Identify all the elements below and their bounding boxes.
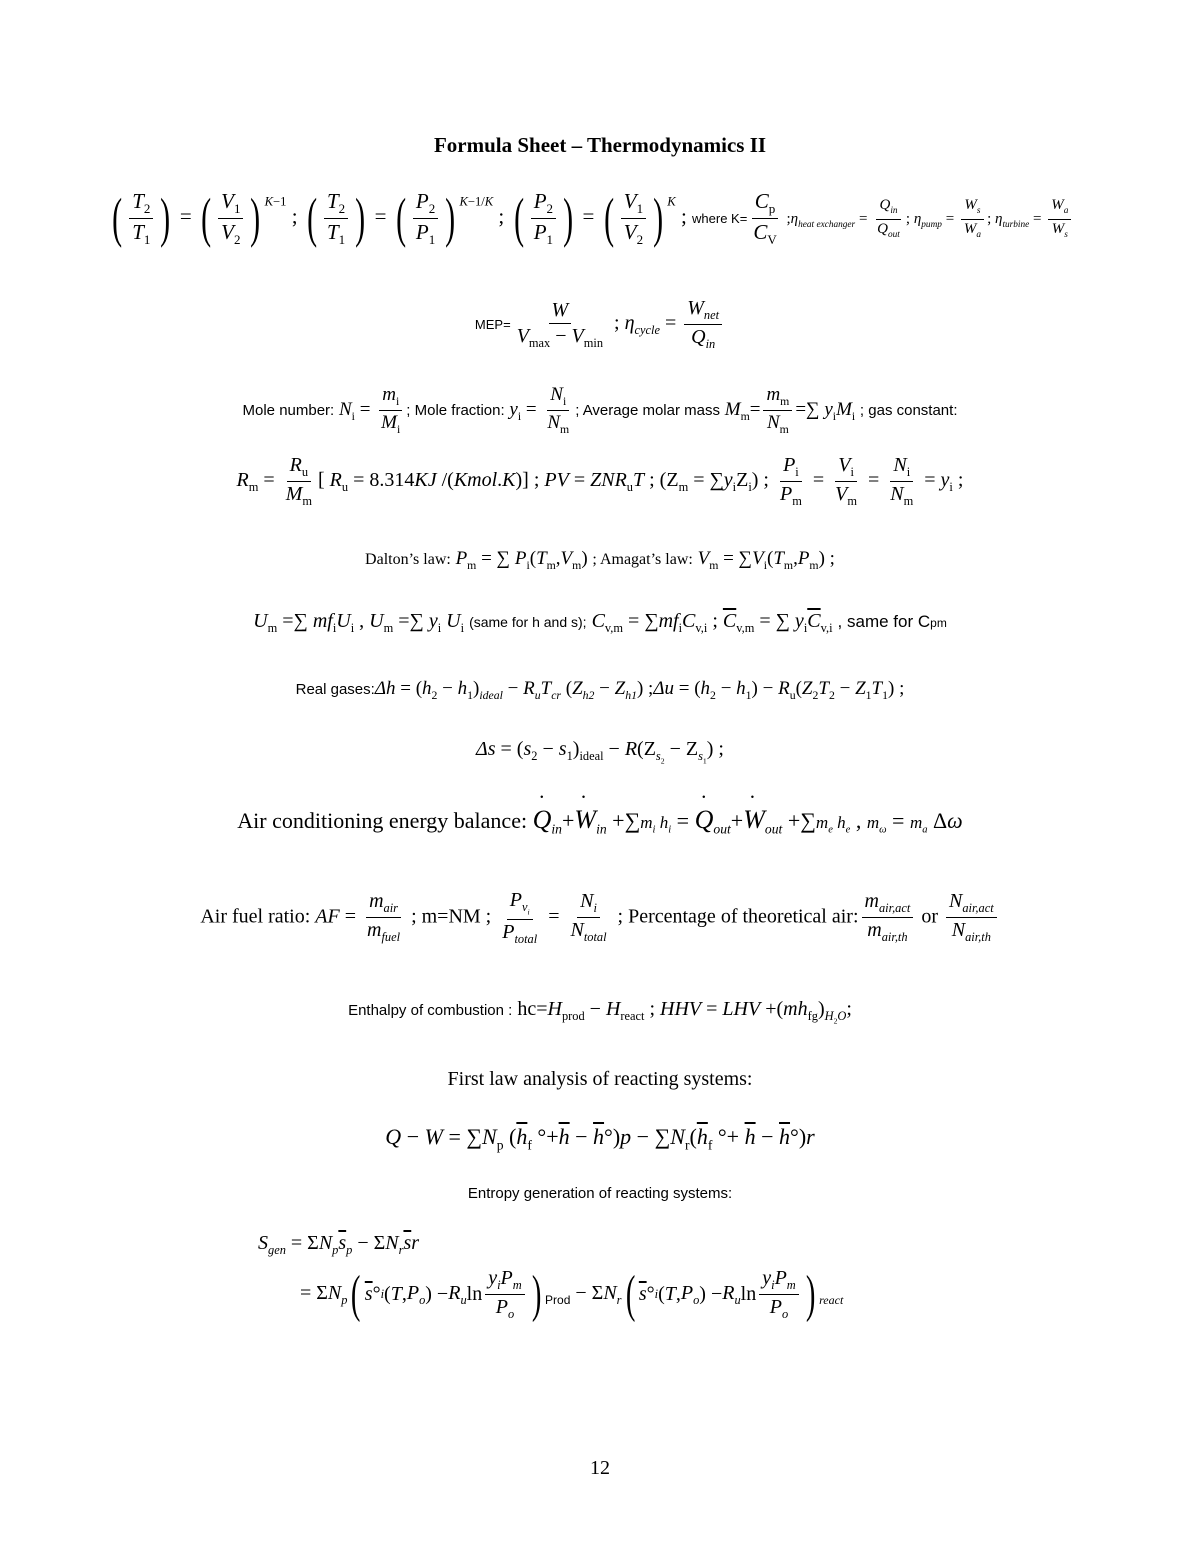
- formula-isentropic-relations: ( $\frac{T_2}{T_1}$ ) = ( $\frac{V_1}{V_2}$ ) $^{K-1}$ ; ( $\frac{T_2}{T_1}$ ) = ( $\frac{P_2}{P_1}$ ) $^{K-1/K}$ ; ( $\frac{P_2}{P_1}$ ) = ( $\frac{V_1}{V_2}$ ) $^K$ ; where K= $\frac{C_p}{C_V}$ $;\eta_{heat exchanger}$ = $\frac{Q_{in}}{Q_{out}}$ ; $\eta_{pump}$ = $\frac{W_s}{W_a}$ ; $\eta_{turbine}$ = $\frac{W_a}{W_s}$: [108, 190, 1108, 247]
- label-where-k: where K=: [692, 211, 748, 227]
- formula-air-conditioning: Air conditioning energy balance: · $Q_{in}+\cdot W_{in} +\sum m_i$ $h_i$ = · $Q_{out}+\cdot W_{out} +\sum m_e$ $h_e$ , $m_\omega = m_a$ Δω: [0, 805, 1200, 837]
- formula-real-gases: Real gases:Δh = $(h_2 - h_1)_{ideal} - R_uT_{cr}$ $(Z_{h2} - Z_{h1})$ ;Δu = $(h_2 - h_1) - R_u(Z_2T_2 - Z_1T_1)$ ;: [295, 678, 905, 702]
- formula-mep: MEP= $\frac{W}{V_{max} - V_{min}}$ ; $\eta_{cycle}$ = $\frac{W_{net}}{Q_{in}}$: [0, 298, 1200, 351]
- page-number: 12: [590, 1457, 610, 1479]
- formula-entropy-generation-expanded: = $\Sigma N_p$ ( $\overline{s}$ ° i ( T , $P_o$ ) − $R_u$ ln $\frac{y_iP_m}{P_o}$ ) $_{Prod} - \Sigma N_r$ ( $\overline{s}$ ° i ( T , $P_o$ ) − $R_u$ ln $\frac{y_iP_m}{P_o}$ ) $_{react}$: [300, 1265, 844, 1323]
- heading-entropy-generation: Entropy generation of reacting systems:: [467, 1185, 733, 1202]
- page-title: Formula Sheet – Thermodynamics II: [433, 133, 767, 157]
- heading-first-law: First law analysis of reacting systems:: [447, 1068, 753, 1090]
- formula-mole-number: Mole number: $N_i$ = $\frac{m_i}{M_i}$ ; Mole fraction: $y_i$ = $\frac{N_i}{N_m}$ ; Average molar mass $M_m=$ $\frac{m_m}{N_m}$ =∑ $y_iM_i$ ; gas constant:: [242, 384, 958, 436]
- formula-entropy-generation: $S_{gen} = \Sigma N_p\overline{s}_p - \Sigma N_r\overline{s}r$: [258, 1232, 420, 1257]
- formula-air-fuel-ratio: Air fuel ratio: AF = $\frac{m_{air}}{m_{fuel}}$ ; m=NM ; $\frac{P_{v_i}}{P_{total}}$ = $\frac{N_i}{N_{total}}$ ; Percentage of theoretical air: $\frac{m_{air,act}}{m_{air,th}}$ or $\frac{N_{air,act}}{N_{air,th}}$: [0, 890, 1200, 946]
- formula-first-law: $Q - W = \sum N_p$ ($\overline{h}_f$ $^\circ+\overline{h} - \overline{h}^\circ)p - \sum N_r(\overline{h}_f$ °+ $\overline{h} - \overline{h}^\circ)r$: [385, 1124, 815, 1153]
- formula-gas-constant: $R_m$ = $\frac{R_u}{M_m}$ [ $R_u = 8.314KJ$ /(Kmol.K)] ; PV = $ZNR_uT$ ; $(Z_m = \sum y_iZ_i)$ ; $\frac{P_i}{P_m}$ = $\frac{V_i}{V_m}$ = $\frac{N_i}{N_m}$ = $y_i$ ;: [236, 454, 964, 509]
- formula-enthalpy-combustion: Enthalpy of combustion : $hc=H_{prod} - H_{react}$ ; HHV = LHV $+(mh_{fg})_{H_2O}$;: [348, 998, 852, 1026]
- formula-dalton-amagat: Dalton’s law: $P_m$ = ∑ $P_i(T_m,V_m)$ ; Amagat’s law: $V_m = \sum V_i(T_m,P_m)$ ;: [365, 548, 835, 572]
- formula-entropy-real: $\Delta s = (s_2 - s_1)_{ideal} - R(Z_{s_2} - Z_{s_1})$ ;: [476, 738, 724, 766]
- formula-internal-energy: $U_m$ =∑ $mf_iU_i$ , $U_m$ =∑ $y_i$ $U_i$ (same for h and s); $C_{v,m} = \sum mf_iC_{v,i}$ ; $\overline{C}_{v,m}$ = ∑ $y_i\overline{C}_{v,i}$ , same for Cpm: [253, 610, 947, 635]
